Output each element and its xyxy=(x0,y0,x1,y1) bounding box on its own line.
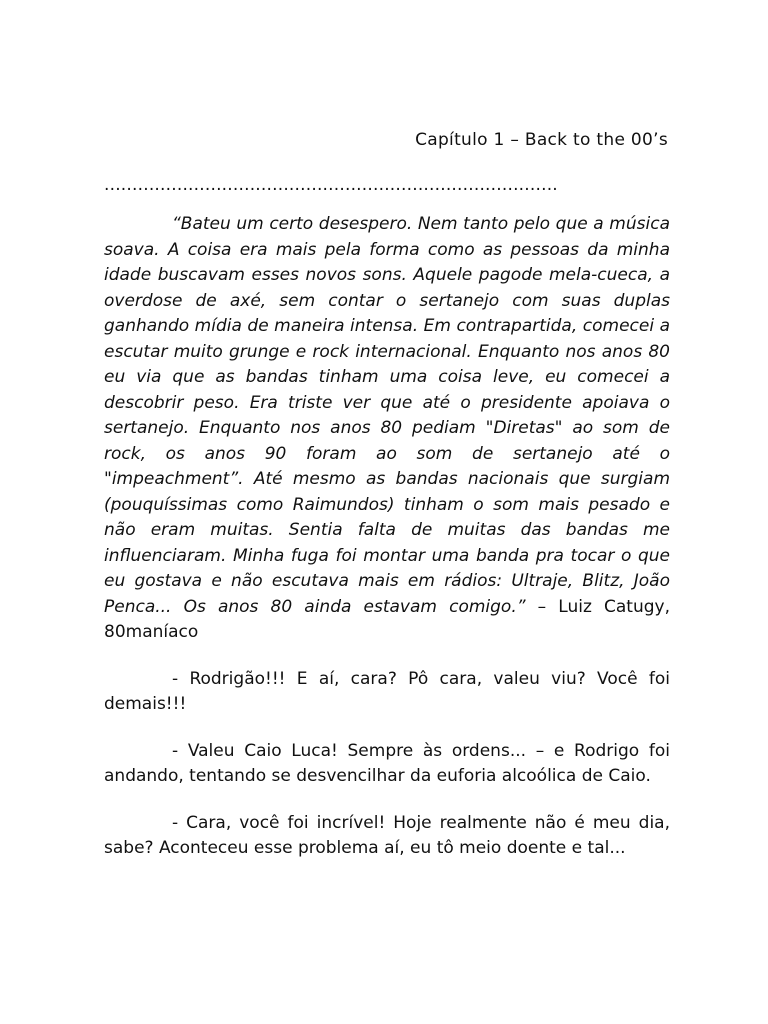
epigraph-attribution: – Luiz Catugy, 80maníaco xyxy=(104,596,670,642)
dialogue-paragraph: - Valeu Caio Luca! Sempre às ordens... – e Rodrigo foi andando, tentando se desvencilhar da euforia alcoólica de Caio. xyxy=(104,740,670,786)
body-text xyxy=(104,212,670,883)
epigraph-paragraph xyxy=(104,212,670,646)
dotted-separator: ................................................................................. xyxy=(104,175,558,195)
chapter-title: Capítulo 1 – Back to the 00’s xyxy=(415,130,668,150)
epigraph-quote: “Bateu um certo desespero. Nem tanto pelo que a música soava. A coisa era mais pela forma como as pessoas da minha idade buscavam esses novos sons. Aquele pagode mela-cueca, a overdose de axé, sem contar o sertanejo com suas duplas ganhando mídia de maneira intensa. Em contrapartida, comecei a escutar muito grunge e rock internacional. Enquanto nos anos 80 eu via que as bandas tinham uma coisa leve, eu comecei a descobrir peso. Era triste ver que até o presidente apoiava o sertanejo. Enquanto nos anos 80 pediam "Diretas" ao som de rock, os anos 90 foram ao som de sertanejo até o "impeachment”. Até mesmo as bandas nacionais que surgiam (pouquíssimas como Raimundos) tinham o som mais pesado e não eram muitas. Sentia falta de muitas das bandas me influenciaram. Minha fuga foi montar uma banda pra tocar o que eu gostava e não escutava mais em rádios: Ultraje, Blitz, João Penca... Os anos 80 ainda estavam comigo.” xyxy=(104,214,670,617)
dialogue-paragraph: - Cara, você foi incrível! Hoje realmente não é meu dia, sabe? Aconteceu esse problema aí, eu tô meio doente e tal... xyxy=(104,812,670,858)
dialogue-paragraph: - Rodrigão!!! E aí, cara? Pô cara, valeu viu? Você foi demais!!! xyxy=(104,668,670,714)
